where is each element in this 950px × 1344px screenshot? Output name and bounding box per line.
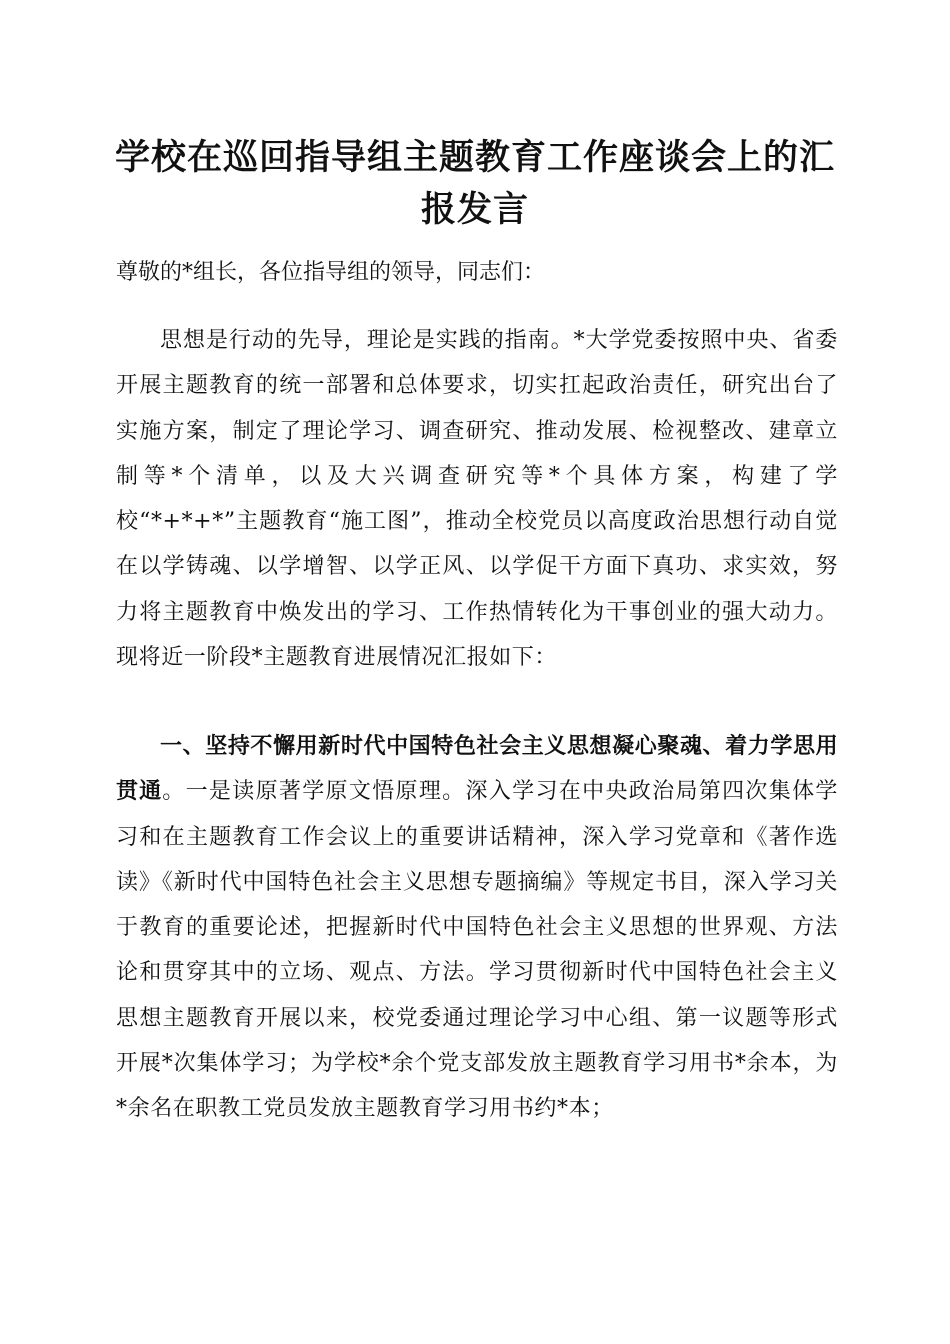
salutation: 尊敬的*组长，各位指导组的领导，同志们： bbox=[116, 260, 546, 285]
section-heading: 一、坚持不懈用新时代中国特色社会主义思想凝心聚魂、着力学思用贯通 bbox=[116, 734, 838, 805]
paragraph-intro bbox=[116, 318, 838, 680]
section-body-text: 。一是读原著学原文悟原理。深入学习在中央政治局第四次集体学习和在主题教育工作会议上的重要讲话精神，深入学习党章和《著作选读》《新时代中国特色社会主义思想专题摘编》等规定书目，深入学习关于教育的重要论述，把握新时代中国特色社会主义思想的世界观、方法论和贯穿其中的立场、观点、方法。学习贯彻新时代中国特色社会主义思想主题教育开展以来，校党委通过理论学习中心组、第一议题等形式开展*次集体学习；为学校*余个党支部发放主题教育学习用书*余本，为*余名在职教工党员发放主题教育学习用书约*本； bbox=[116, 779, 838, 1122]
paragraph-intro-text: 思想是行动的先导，理论是实践的指南。*大学党委按照中央、省委开展主题教育的统一部署和总体要求，切实扛起政治责任，研究出台了实施方案，制定了理论学习、调查研究、推动发展、检视整改、建章立制等*个清单，以及大兴调查研究等*个具体方案，构建了学校“*+*+*”主题教育“施工图”，推动全校党员以高度政治思想行动自觉在以学铸魂、以学增智、以学正风、以学促干方面下真功、求实效，努力将主题教育中焕发出的学习、工作热情转化为干事创业的强大动力。现将近一阶段*主题教育进展情况汇报如下： bbox=[116, 328, 838, 671]
paragraph-section-one bbox=[116, 724, 838, 1132]
document-title: 学校在巡回指导组主题教育工作座谈会上的汇报发言 bbox=[114, 137, 835, 230]
